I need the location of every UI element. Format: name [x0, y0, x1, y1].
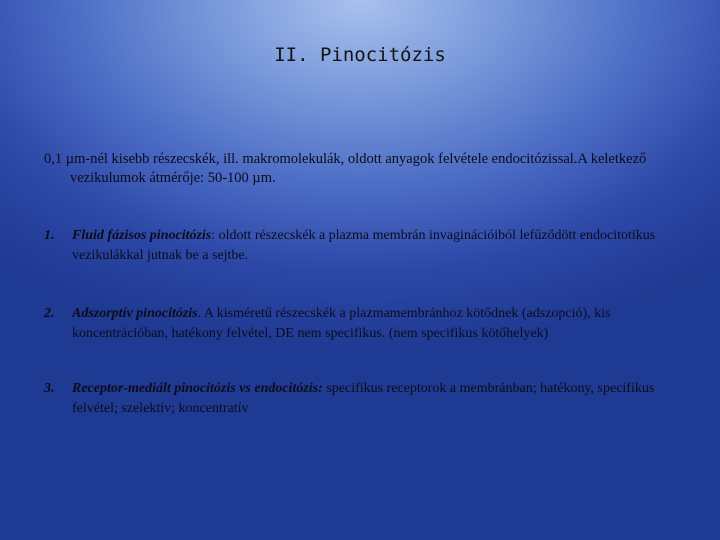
intro-paragraph: 0,1 µm-nél kisebb részecskék, ill. makromolekulák, oldott anyagok felvétele endocitózissal.A keletkező vezikulumok átmérője: 50-100 µm.	[44, 151, 647, 186]
list-item-text: specifikus receptorok a membránban; hatékony, specifikus felvétel; szelektív; koncentratív	[72, 381, 655, 416]
list-item-fluid-phase	[44, 226, 694, 266]
list-item-term: Fluid fázisos pinocitózis	[72, 228, 212, 243]
list-item-number: 2.	[44, 306, 55, 321]
list-item-text: oldott részecskék a plazma membrán invaginációiból lefűződött endocitotikus vezikulákkal jutnak be a sejtbe.	[72, 228, 656, 263]
list-item-number: 1.	[44, 228, 55, 243]
list-item-separator: .	[197, 306, 204, 321]
list-item-receptor-mediated	[44, 379, 694, 419]
list-item-separator: :	[211, 228, 219, 243]
list-item-text: A kisméretű részecskék a plazmamembránhoz kötődnek (adszopció), kis koncentrációban, hatékony felvétel, DE nem specifikus. (nem specifikus kötőhelyek)	[72, 306, 611, 341]
list-item-term: Receptor-mediált pinocitózis vs endocitózis:	[72, 381, 323, 396]
slide-title: II. Pinocitózis	[274, 44, 446, 66]
list-item-adsorptive	[44, 304, 694, 344]
list-item-number: 3.	[44, 381, 55, 396]
list-item-term: Adszorptív pinocitózis	[72, 306, 198, 321]
